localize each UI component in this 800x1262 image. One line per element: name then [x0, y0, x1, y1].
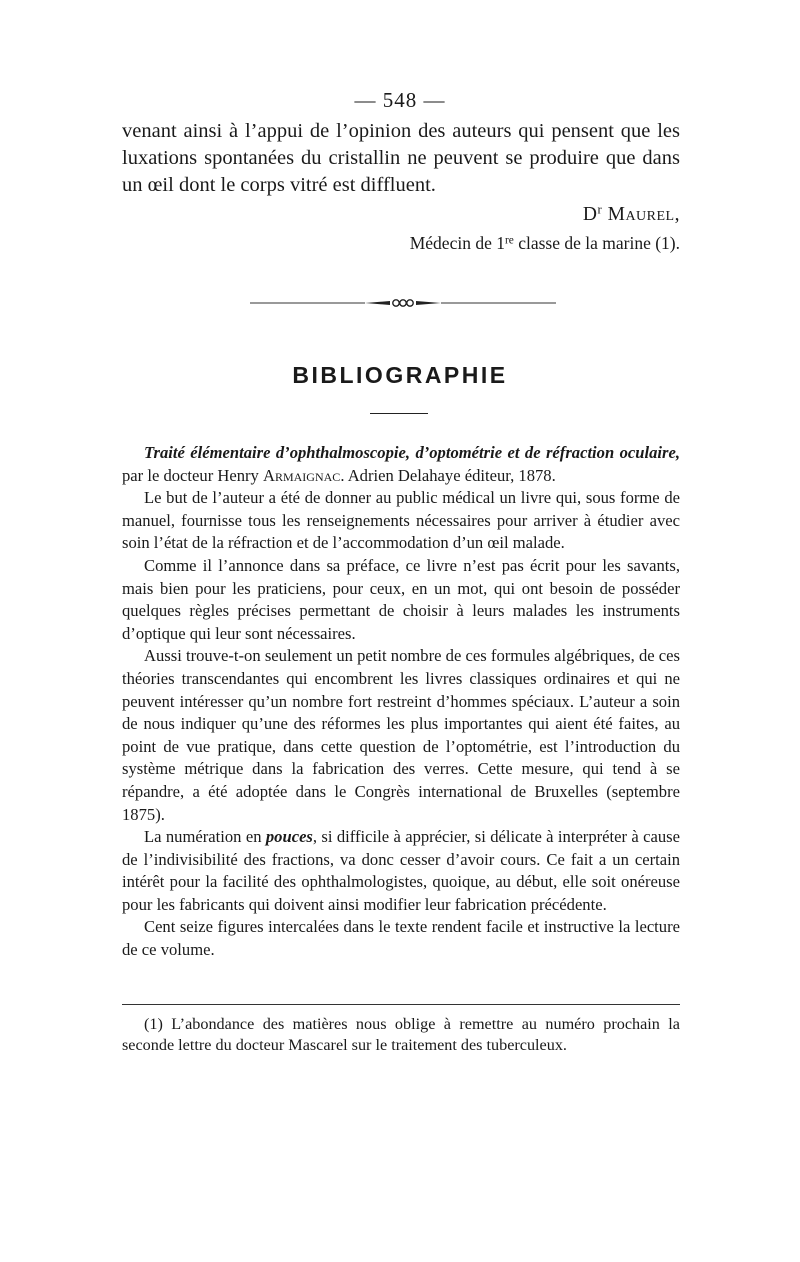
review-closing-paragraph: Cent seize figures intercalées dans le texte rendent facile et instructive la lecture de ce volume. — [122, 917, 680, 960]
footnote-rule — [122, 1004, 680, 1005]
review-paragraph-numeration — [122, 826, 680, 916]
section-heading: BIBLIOGRAPHIE — [292, 362, 508, 388]
review-paragraph: Aussi trouve-t-on seulement un petit nombre de ces formules algébriques, de ces théories transcendantes qui encombrent les livres classiques ordinaires et qui ne peuvent intéresser qu’un nombre fort restreint d’hommes spéciaux. L’auteur a soin de nous indiquer qu’une des réformes les plus importantes qui aient été faites, au point de vue pratique, dans cette question de l’optométrie, est l’introduction du système métrique dans la fabrication des verres. Cette mesure, qui tend à se répandre, a été adoptée dans le Congrès international de Bruxelles (septembre 1875). — [122, 646, 680, 824]
author-surname: Armaignac — [262, 465, 341, 485]
heading-underline — [370, 413, 428, 414]
intro-paragraph: venant ainsi à l’appui de l’opinion des auteurs qui pensent que les luxations spontanées du cristallin ne peuvent se produire que dans un œil dont le corps vitré est diffluent. — [122, 120, 680, 196]
ornamental-rule — [250, 298, 556, 308]
footnote: (1) L’abondance des matières nous oblige à remettre au numéro prochain la seconde lettre du docteur Mascarel sur le traitement des tuberculeux. — [122, 1015, 680, 1054]
page-number: — 548 — — [354, 88, 446, 112]
review-body — [122, 442, 680, 962]
review-paragraph: Comme il l’annonce dans sa préface, ce livre n’est pas écrit pour les savants, mais bien pour les praticiens, pour ceux, en un mot, qui ont besoin de posséder quelques règles précises permettant de choisir à leurs malades les instruments d’optique qui leur sont nécessaires. — [122, 555, 680, 643]
review-citation — [122, 442, 680, 487]
signature-prefix: D — [582, 204, 598, 225]
numeration-before: La numération en — [144, 827, 266, 847]
byline-before: par le docteur Henry — [122, 465, 263, 485]
signature-title-before: Médecin de 1 — [409, 233, 505, 253]
byline-after: . Adrien Delahaye éditeur, 1878. — [340, 465, 556, 485]
review-paragraph: Le but de l’auteur a été de donner au public médical un livre qui, sous forme de manuel, fournisse tous les renseignements nécessaires pour arriver à étudier avec soin l’état de la réfraction et de l’accommodation d’un œil malade. — [122, 488, 680, 553]
signature-title-sup: re — [504, 234, 514, 247]
signature-title — [122, 233, 680, 254]
signature-prefix-sup: r — [597, 202, 603, 217]
numeration-after: , si difficile à apprécier, si délicate à interpréter à cause de l’indivisibilité des fractions, va donc cesser d’avoir cours. Ce fait a un certain intérêt pour la facilité des ophthalmologistes, quoique, au début, elle soit onéreuse pour les fabricants qui doivent ainsi modifier leur fabrication précédente. — [122, 827, 680, 914]
book-title: Traité élémentaire d’ophthalmoscopie, d’optométrie et de réfraction oculaire, — [144, 443, 680, 462]
numeration-italic: pouces — [265, 827, 313, 847]
signature-surname: Maurel, — [607, 204, 680, 225]
signature-title-after: classe de la marine (1). — [513, 233, 680, 253]
signature-name — [122, 204, 680, 226]
